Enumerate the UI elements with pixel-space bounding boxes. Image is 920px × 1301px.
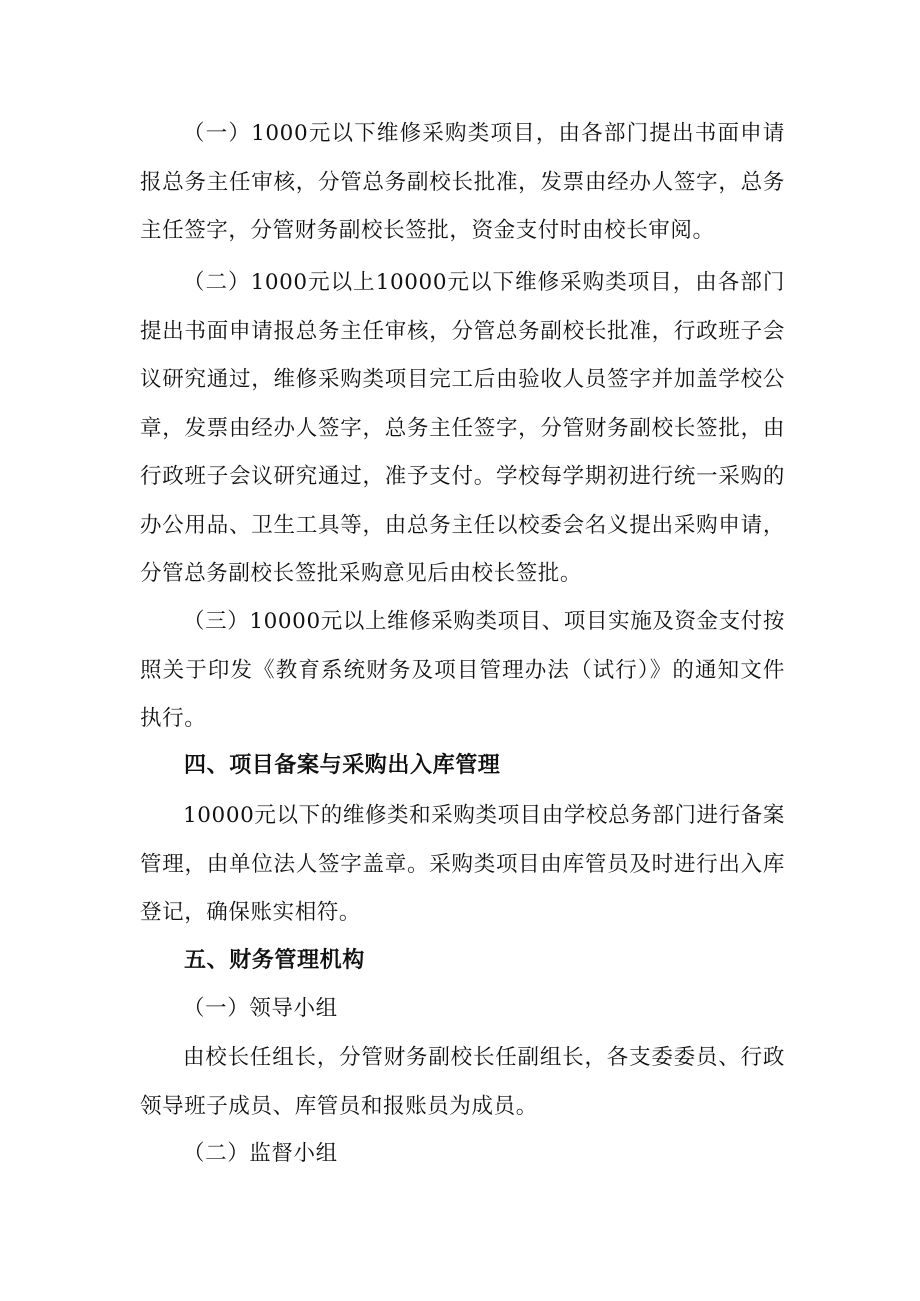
subheading-leadership-group: （一）领导小组 [183, 996, 338, 1021]
paragraph-medium-repair-procurement: （二）1000元以上10000元以下维修采购类项目，由各部门提出书面申请报总务主任审核，分管总务副校长批准，行政班子会议研究通过，维修采购类项目完工后由验收人员签字并加盖学校公章，发票由经办人签字，总务主任签字，分管财务副校长签批，由行政班子会议研究通过，准予支付。学校每学期初进行统一采购的办公用品、卫生工具等，由总务主任以校委会名义提出采购申请，分管总务副校长签批采购意见后由校长签批。 [140, 270, 785, 586]
paragraph-small-repair-procurement: （一）1000元以下维修采购类项目，由各部门提出书面申请报总务主任审核，分管总务副校长批准，发票由经办人签字，总务主任签字，分管财务副校长签批，资金支付时由校长审阅。 [140, 121, 785, 243]
heading-finance-organization: 五、财务管理机构 [184, 948, 365, 973]
paragraph-large-repair-procurement: （三）10000元以上维修采购类项目、项目实施及资金支付按照关于印发《教育系统财务及项目管理办法（试行）》的通知文件执行。 [140, 609, 785, 731]
paragraph-leadership-group: 由校长任组长，分管财务副校长任副组长，各支委委员、行政领导班子成员、库管员和报账员为成员。 [140, 1045, 785, 1119]
subheading-supervision-group: （二）监督小组 [183, 1141, 338, 1166]
heading-project-filing: 四、项目备案与采购出入库管理 [184, 753, 501, 778]
paragraph-project-filing: 10000元以下的维修类和采购类项目由学校总务部门进行备案管理，由单位法人签字盖章。采购类项目由库管员及时进行出入库登记，确保账实相符。 [140, 803, 785, 925]
